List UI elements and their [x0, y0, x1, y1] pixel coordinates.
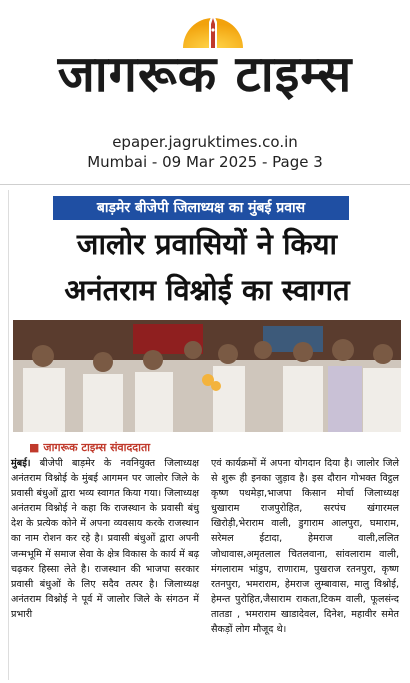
- newspaper-logo: जागरूक टाइम्स: [57, 45, 353, 103]
- dateline: मुंबई।: [11, 458, 31, 469]
- column-2-text: एवं कार्यक्रमों में अपना योगदान दिया है। जालोर जिले से शुरू ही इनका जुड़ाव है। इस दौरान गोभक्त विट्ठल कृष्ण पथमेड़ा,भाजपा किसान मोर्चा जिलाध्यक्ष धुखाराम राजपुरोहित, सरपंच खंगारमल खिरोड़ी,भेराराम वाली, डुगाराम आलपुरा, घमाराम, सरेमल ईटादा, हेमराज वाली,ललित जोधावास,अमृतलाल चितलवाना, सांवलाराम वाली, मंगलाराम भांडुप, राणाराम, पुखराज रतनपुरा, कृष्ण रतनपुरा, भमराराम, हेमराज लुम्बावास, मालु विश्नोई, हेमन्त पुरोहित,जैसाराम राकता,टिकम वाली, फूलसंन्द तातडा , भमराराम खाडादेवल, दिनेश, महावीर समेत सैकड़ों लोग मौजूद थे।: [211, 458, 399, 636]
- group-photo: [13, 320, 401, 432]
- edition-date-page: Mumbai - 09 Mar 2025 - Page 3: [87, 153, 323, 171]
- article-column-1: [11, 456, 199, 622]
- rising-sun-pen-nib-icon: [181, 8, 245, 48]
- bullet-icon: ■: [29, 441, 40, 454]
- masthead: [0, 0, 410, 125]
- site-url[interactable]: epaper.jagruktimes.co.in: [112, 133, 298, 151]
- headline-line-2: अनंतराम विश्नोई का स्वागत: [64, 273, 350, 307]
- byline: [29, 440, 150, 455]
- article-kicker: बाड़मेर बीजेपी जिलाध्यक्ष का मुंबई प्रवास: [53, 196, 349, 220]
- column-1-text: बीजेपी बाड़मेर के नवनियुक्त जिलाध्यक्ष अनंतराम विश्नोई के मुंबई आगमन पर जालोर जिले के प्रवासी बंधुओं द्वारा भव्य स्वागत किया गया। जिलाध्यक्ष अनंतराम विश्नोई ने कहा कि राजस्थान के प्रवासी बंधु देश के प्रत्येक कोने में अपना व्यवसाय करके राजस्थान का नाम रोशन कर रहे है। प्रवासी बंधुओं द्वारा अपनी जन्मभूमि में समाज सेवा के क्षेत्र विकास के कार्य में बढ़ चढ़कर हिस्सा लेते है। राजस्थान की भाजपा सरकार प्रवासी बंधुओं के लिए सदैव तत्पर है। जिलाध्यक्ष अनंतराम विश्नोई ने पूर्व में जालोर जिले के संगठन में प्रभारी: [11, 458, 199, 620]
- byline-text: जागरूक टाइम्स संवाददाता: [43, 441, 151, 454]
- article-clipping: [8, 190, 405, 680]
- edition-info: [0, 132, 410, 172]
- article-column-2: [211, 456, 399, 637]
- divider: [0, 184, 410, 185]
- headline-line-1: जालोर प्रवासियों ने किया: [76, 227, 338, 261]
